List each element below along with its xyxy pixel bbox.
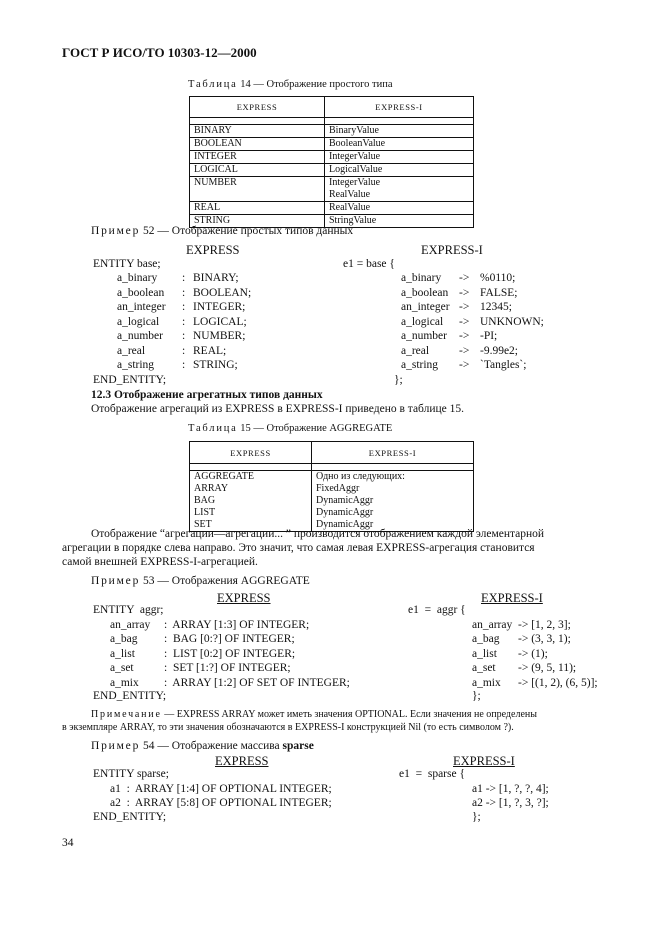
example52-entity-line: ENTITY base; bbox=[93, 258, 161, 270]
table-cell: LIST bbox=[190, 507, 312, 519]
example54-title-text: 54 — Отображение массива bbox=[140, 740, 283, 752]
table-row bbox=[190, 125, 474, 138]
code-line: `Tangles`; bbox=[480, 359, 527, 371]
table-cell: SET bbox=[190, 519, 312, 532]
code-line: a_mix bbox=[110, 676, 139, 689]
code-line: ENTITY aggr; bbox=[93, 604, 164, 616]
code-line: a_bag bbox=[472, 633, 500, 645]
colon: : bbox=[182, 301, 186, 313]
table-cell: STRING bbox=[190, 215, 325, 228]
example54-title-bold: sparse bbox=[282, 740, 314, 752]
table15-caption bbox=[188, 423, 392, 434]
code-line: a2 : ARRAY [5:8] OF OPTIONAL INTEGER; bbox=[110, 797, 332, 809]
table-cell: IntegerValue RealValue bbox=[325, 177, 474, 202]
code-line: ENTITY sparse; bbox=[93, 768, 169, 780]
code-line: : ARRAY [1:2] OF SET OF INTEGER; bbox=[164, 676, 350, 689]
example52-express-heading: EXPRESS bbox=[186, 243, 240, 257]
table15-header-express: EXPRESS bbox=[190, 442, 312, 464]
table-cell: BOOLEAN bbox=[190, 138, 325, 151]
colon: : bbox=[182, 286, 186, 299]
example52-label: Пример bbox=[91, 225, 141, 237]
table-row bbox=[190, 177, 474, 202]
code-line: : LIST [0:2] OF INTEGER; bbox=[164, 647, 296, 660]
table-cell: LOGICAL bbox=[190, 164, 325, 177]
code-line: a_number bbox=[401, 330, 447, 342]
code-line: -> (3, 3, 1); bbox=[518, 633, 571, 645]
code-line: BINARY; bbox=[193, 272, 239, 284]
arrow: -> bbox=[459, 344, 470, 357]
code-line: FALSE; bbox=[480, 286, 518, 299]
table14-caption-label: Таблица bbox=[188, 79, 238, 90]
table-cell: IntegerValue bbox=[325, 151, 474, 164]
document-header: ГОСТ Р ИСО/ТО 10303-12—2000 bbox=[62, 45, 257, 60]
note-label: Примечание bbox=[91, 709, 162, 720]
table-cell: INTEGER bbox=[190, 151, 325, 164]
code-line: : BAG [0:?] OF INTEGER; bbox=[164, 633, 295, 645]
code-line: a_string bbox=[117, 359, 155, 371]
code-line: NUMBER; bbox=[193, 330, 246, 342]
example53-expressi-heading: EXPRESS-I bbox=[481, 591, 543, 605]
example54-expressi-heading: EXPRESS-I bbox=[453, 754, 515, 768]
table-cell: StringValue bbox=[325, 215, 474, 228]
code-line: e1 = aggr { bbox=[408, 604, 466, 616]
paragraph-line: Отображение “агрегации—агрегации... ” производится отображением каждой элементарной bbox=[91, 528, 545, 540]
example53-label: Пример bbox=[91, 575, 141, 587]
section-heading: 12.3 Отображение агрегатных типов данных bbox=[91, 389, 323, 401]
arrow: -> bbox=[459, 315, 470, 328]
colon: : bbox=[182, 330, 186, 342]
code-line: a_real bbox=[117, 344, 146, 357]
table-cell: RealValue bbox=[325, 202, 474, 215]
table14-header-expressi: EXPRESS-I bbox=[325, 97, 474, 118]
table-cell: NUMBER bbox=[190, 177, 325, 202]
table-row bbox=[190, 138, 474, 151]
table-cell: AGGREGATE bbox=[190, 471, 312, 484]
code-line: a_logical bbox=[117, 315, 160, 328]
code-line: }; bbox=[472, 690, 481, 702]
table15-caption-text: 15 — Отображение AGGREGATE bbox=[237, 423, 393, 434]
code-line: a_string bbox=[401, 359, 439, 371]
example52-title-text: 52 — Отображение простых типов данных bbox=[140, 225, 354, 237]
note-text: — EXPRESS ARRAY может иметь значения OPTIONAL. Если значения не определены bbox=[161, 709, 537, 720]
code-line: -PI; bbox=[480, 330, 498, 342]
table-row bbox=[190, 483, 474, 495]
table-cell: DynamicAggr bbox=[312, 495, 474, 507]
code-line: a_bag bbox=[110, 633, 138, 645]
code-line: e1 = base { bbox=[343, 258, 395, 270]
arrow: -> bbox=[459, 286, 470, 299]
table-cell: BAG bbox=[190, 495, 312, 507]
colon: : bbox=[182, 359, 186, 371]
table-cell: Одно из следующих: bbox=[312, 471, 474, 484]
table-cell: BooleanValue bbox=[325, 138, 474, 151]
table-row bbox=[190, 151, 474, 164]
table-row bbox=[190, 202, 474, 215]
example54-title bbox=[91, 740, 314, 752]
code-line: -9.99e2; bbox=[480, 344, 519, 357]
code-line: 12345; bbox=[480, 301, 512, 313]
table-cell: REAL bbox=[190, 202, 325, 215]
code-line: %0110; bbox=[480, 272, 516, 284]
code-line: : ARRAY [1:3] OF INTEGER; bbox=[164, 618, 310, 631]
table14-header-express: EXPRESS bbox=[190, 97, 325, 118]
code-line: an_integer bbox=[401, 301, 450, 313]
example54-express-heading: EXPRESS bbox=[215, 754, 269, 768]
paragraph-line: самой внешней EXPRESS-I-агрегацией. bbox=[62, 556, 258, 568]
colon: : bbox=[182, 315, 186, 328]
table-row bbox=[190, 495, 474, 507]
code-line: : SET [1:?] OF INTEGER; bbox=[164, 662, 291, 674]
table15-header-expressi: EXPRESS-I bbox=[312, 442, 474, 464]
code-line: UNKNOWN; bbox=[480, 315, 544, 328]
code-line: a_list bbox=[472, 647, 497, 660]
code-line: a_real bbox=[401, 344, 430, 357]
code-line: an_array bbox=[110, 618, 151, 631]
code-line: -> [(1, 2), (6, 5)]; bbox=[518, 676, 598, 689]
code-line: a2 -> [1, ?, 3, ?]; bbox=[472, 797, 549, 809]
table-cell: BinaryValue bbox=[325, 125, 474, 138]
code-line: a_mix bbox=[472, 676, 501, 689]
code-line: an_integer bbox=[117, 301, 166, 313]
table-row bbox=[190, 471, 474, 484]
paragraph-line: агрегации в порядке слева направо. Это значит, что самая левая EXPRESS-агрегация становится bbox=[62, 542, 535, 554]
code-line: LOGICAL; bbox=[193, 315, 247, 328]
table14-caption bbox=[188, 79, 393, 90]
colon: : bbox=[182, 272, 186, 284]
code-line: a_set bbox=[472, 662, 496, 674]
code-line: INTEGER; bbox=[193, 301, 246, 313]
example52-expressi-heading: EXPRESS-I bbox=[421, 243, 483, 257]
table14-caption-text: 14 — Отображение простого типа bbox=[237, 79, 393, 90]
table-cell: FixedAggr bbox=[312, 483, 474, 495]
note-line bbox=[91, 709, 537, 720]
arrow: -> bbox=[459, 301, 470, 313]
page-number: 34 bbox=[62, 837, 74, 849]
code-line: STRING; bbox=[193, 359, 238, 371]
code-line: REAL; bbox=[193, 344, 227, 357]
arrow: -> bbox=[459, 272, 470, 284]
code-line: -> [1, 2, 3]; bbox=[518, 618, 571, 631]
section-text: Отображение агрегаций из EXPRESS в EXPRESS-I приведено в таблице 15. bbox=[91, 403, 465, 415]
code-line: END_ENTITY; bbox=[93, 373, 167, 386]
code-line: -> (9, 5, 11); bbox=[518, 662, 577, 674]
code-line: }; bbox=[472, 811, 481, 823]
code-line: a_boolean bbox=[401, 286, 449, 299]
example52-title bbox=[91, 225, 353, 237]
code-line: a_boolean bbox=[117, 286, 165, 299]
table15 bbox=[189, 441, 474, 532]
note-line: в экземпляре ARRAY, то эти значения обозначаются в EXPRESS-I конструкцией Nil (то есть символом ?). bbox=[62, 722, 514, 733]
code-line: -> (1); bbox=[518, 647, 548, 660]
table-cell: BINARY bbox=[190, 125, 325, 138]
table15-caption-label: Таблица bbox=[188, 423, 238, 434]
table-cell: LogicalValue bbox=[325, 164, 474, 177]
table-cell: DynamicAggr bbox=[312, 507, 474, 519]
table-row bbox=[190, 164, 474, 177]
table-row bbox=[190, 507, 474, 519]
table14 bbox=[189, 96, 474, 228]
code-line: an_array bbox=[472, 618, 513, 631]
arrow: -> bbox=[459, 330, 470, 342]
code-line: END_ENTITY; bbox=[93, 811, 167, 823]
code-line: a_logical bbox=[401, 315, 444, 328]
code-line: a_set bbox=[110, 662, 134, 674]
code-line: a1 -> [1, ?, ?, 4]; bbox=[472, 782, 549, 795]
colon: : bbox=[182, 344, 186, 357]
example53-title bbox=[91, 575, 310, 587]
code-line: e1 = sparse { bbox=[399, 768, 465, 780]
code-line: a1 : ARRAY [1:4] OF OPTIONAL INTEGER; bbox=[110, 782, 332, 795]
example54-label: Пример bbox=[91, 740, 141, 752]
code-line: }; bbox=[394, 373, 403, 386]
code-line: a_number bbox=[117, 330, 163, 342]
example53-title-text: 53 — Отображения AGGREGATE bbox=[140, 575, 310, 587]
code-line: a_list bbox=[110, 647, 135, 660]
arrow: -> bbox=[459, 359, 470, 371]
code-line: BOOLEAN; bbox=[193, 286, 252, 299]
code-line: END_ENTITY; bbox=[93, 690, 167, 702]
code-line: a_binary bbox=[117, 272, 158, 284]
table-cell: ARRAY bbox=[190, 483, 312, 495]
code-line: a_binary bbox=[401, 272, 442, 284]
table-cell: DynamicAggr bbox=[312, 519, 474, 532]
example53-express-heading: EXPRESS bbox=[217, 591, 271, 605]
